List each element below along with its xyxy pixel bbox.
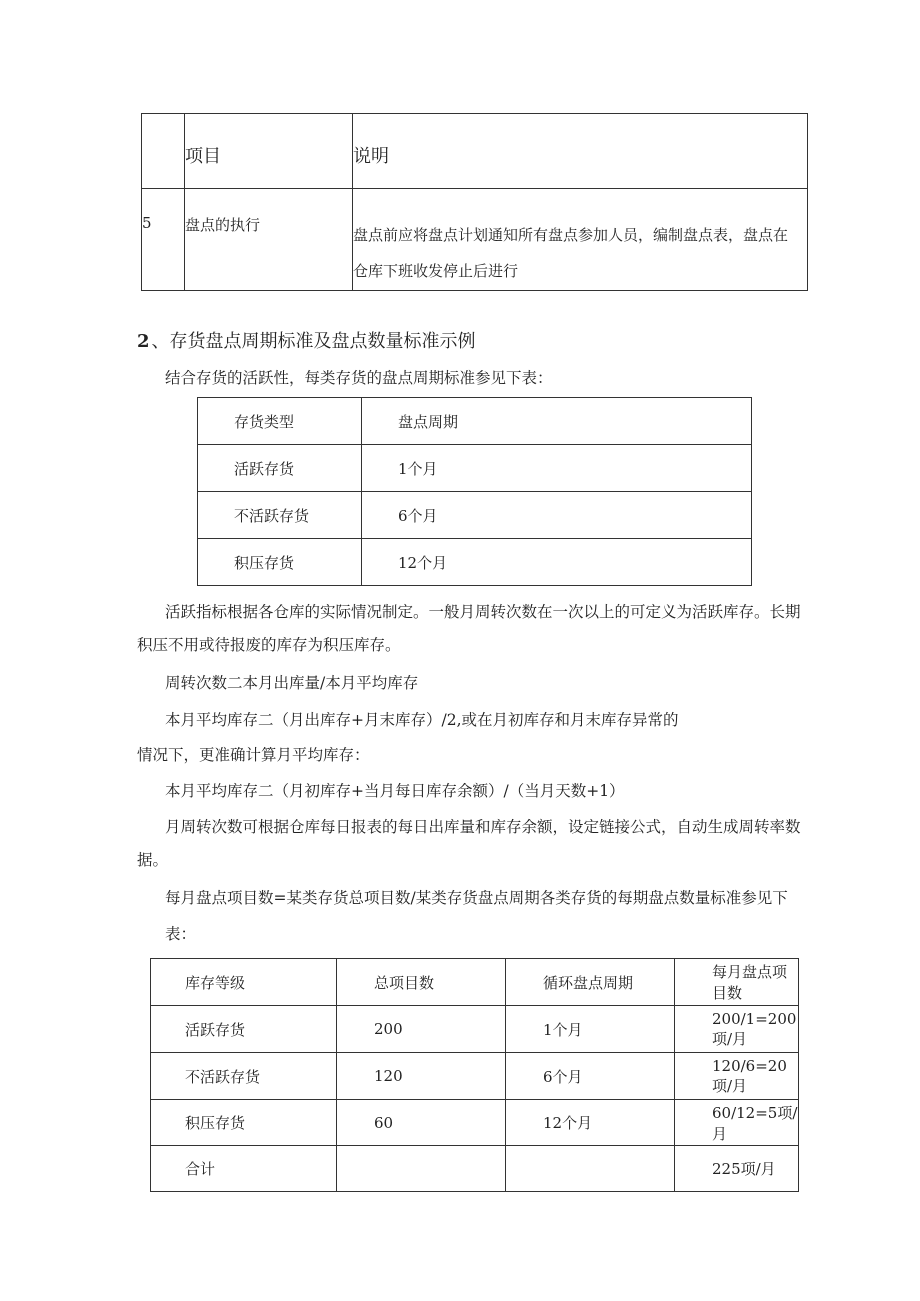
- row-item: 盘点的执行: [185, 189, 353, 291]
- paragraph-line: 每月盘点项目数=某类存货总项目数/某类存货盘点周期各类存货的每期盘点数量标准参见下: [165, 889, 788, 907]
- table-cell: 6个月: [362, 492, 752, 539]
- paragraph-line: 积压不用或待报废的库存为积压库存。: [137, 636, 401, 654]
- table-cell: 6个月: [506, 1053, 675, 1100]
- intro-text: 结合存货的活跃性，每类存货的盘点周期标准参见下表：: [165, 369, 553, 387]
- table-row-total: [151, 1146, 799, 1192]
- table-cell: 200: [337, 1006, 506, 1053]
- table-cell: 60/12=5项/月: [675, 1100, 799, 1146]
- table-row: [198, 492, 752, 539]
- header-cell-desc: 说明: [353, 114, 808, 189]
- table-cell: 积压存货: [198, 539, 362, 586]
- header-cell: 每月盘点项目数: [675, 959, 799, 1006]
- table-cell: [337, 1146, 506, 1192]
- table-cell: 12个月: [362, 539, 752, 586]
- header-cell: 总项目数: [337, 959, 506, 1006]
- table-cell: 12个月: [506, 1100, 675, 1146]
- section-number: 2: [137, 331, 150, 352]
- table-row: [198, 539, 752, 586]
- section-title: 、存货盘点周期标准及盘点数量标准示例: [151, 331, 476, 352]
- paragraph-line: 情况下，更准确计算月平均库存：: [137, 746, 370, 764]
- table-cell: 活跃存货: [151, 1006, 337, 1053]
- header-cell: 存货类型: [198, 398, 362, 445]
- row-desc-line2: 仓库下班收发停止后进行: [353, 262, 519, 280]
- header-cell-no: [142, 114, 185, 189]
- paragraph-line: 月周转次数可根据仓库每日报表的每日出库量和库存余额，设定链接公式，自动生成周转率数: [165, 818, 801, 836]
- row-desc: [353, 189, 808, 291]
- formula-avg-inventory-daily: 本月平均库存二（月初库存+当月每日库存余额）/（当月天数+1）: [165, 782, 625, 800]
- table-row: [142, 189, 808, 291]
- row-number: 5: [142, 189, 185, 291]
- table-row: [151, 1100, 799, 1146]
- execution-table: [141, 113, 808, 291]
- table-cell: 225项/月: [675, 1146, 799, 1192]
- table-cell: 60: [337, 1100, 506, 1146]
- cycle-standard-table: [197, 397, 752, 586]
- header-cell: 库存等级: [151, 959, 337, 1006]
- table-cell: 不活跃存货: [151, 1053, 337, 1100]
- table-cell: 120: [337, 1053, 506, 1100]
- table-row: [151, 1006, 799, 1053]
- row-desc-line1: 盘点前应将盘点计划通知所有盘点参加人员，编制盘点表，盘点在: [353, 226, 789, 244]
- table-cell: [506, 1146, 675, 1192]
- formula-turnover: 周转次数二本月出库量/本月平均库存: [165, 674, 419, 692]
- paragraph-line: 活跃指标根据各仓库的实际情况制定。一般月周转次数在一次以上的可定义为活跃库存。长期: [165, 603, 801, 621]
- table-cell: 不活跃存货: [198, 492, 362, 539]
- formula-avg-inventory: 本月平均库存二（月出库存+月末库存）/2,或在月初库存和月末库存异常的: [165, 711, 679, 729]
- header-cell: 盘点周期: [362, 398, 752, 445]
- table-cell: 活跃存货: [198, 445, 362, 492]
- header-cell-item: 项目: [185, 114, 353, 189]
- table-cell: 1个月: [362, 445, 752, 492]
- section-heading: [137, 327, 476, 353]
- table-cell: 200/1=200项/月: [675, 1006, 799, 1053]
- paragraph-line: 据。: [137, 851, 169, 869]
- table-cell: 积压存货: [151, 1100, 337, 1146]
- table-header-row: [198, 398, 752, 445]
- count-standard-table: [150, 958, 799, 1192]
- table-cell: 1个月: [506, 1006, 675, 1053]
- paragraph-line: 表：: [165, 925, 197, 943]
- table-row: [151, 1053, 799, 1100]
- table-row: [198, 445, 752, 492]
- table-header-row: [142, 114, 808, 189]
- table-cell: 合计: [151, 1146, 337, 1192]
- table-cell: 120/6=20项/月: [675, 1053, 799, 1100]
- header-cell: 循环盘点周期: [506, 959, 675, 1006]
- table-header-row: [151, 959, 799, 1006]
